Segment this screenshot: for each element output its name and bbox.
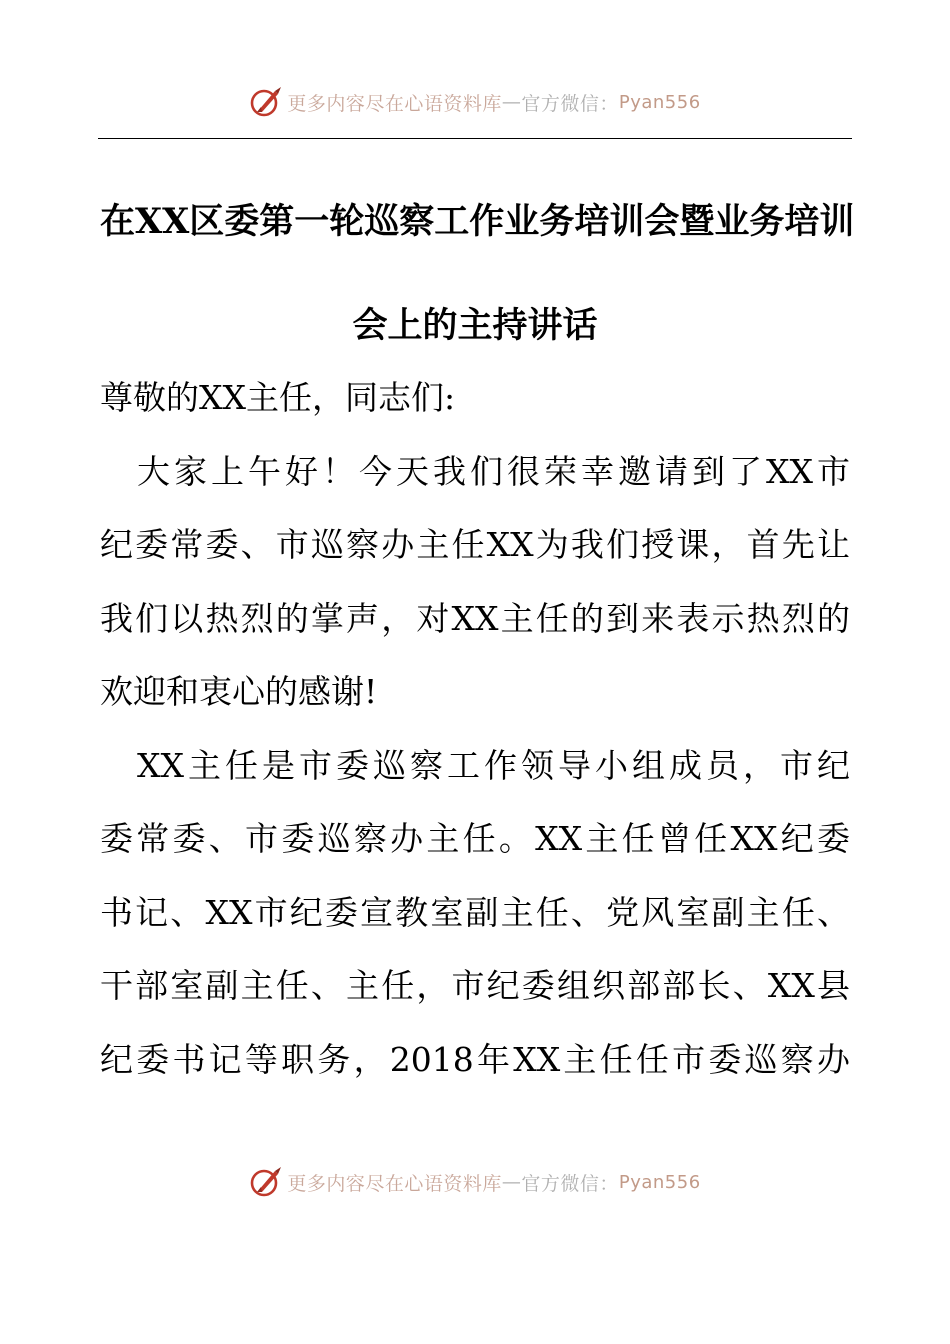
quill-pen-logo-icon: [249, 85, 283, 119]
quill-pen-logo-icon: [249, 1165, 283, 1199]
body-line: 我们以热烈的掌声，对XX主任的到来表示热烈的: [100, 598, 850, 638]
watermark-wechat-id: Pyan556: [618, 91, 701, 113]
body-line: 纪委常委、市巡察办主任XX为我们授课，首先让: [100, 525, 850, 564]
body-line: 纪委书记等职务，2018年XX主任任市委巡察办: [100, 1039, 850, 1079]
header-divider: [98, 138, 852, 139]
salutation-line: 尊敬的XX主任，同志们:: [100, 378, 456, 417]
title-line: 会上的主持讲话: [352, 305, 598, 346]
body-line: 干部室副主任、主任，市纪委组织部部长、XX县: [100, 966, 850, 1005]
watermark-label: 官方微信：: [521, 92, 619, 115]
watermark-separator: —: [501, 91, 522, 113]
body-line: XX主任是市委巡察工作领导小组成员，市纪: [100, 745, 850, 785]
watermark-label: 官方微信：: [521, 1172, 619, 1195]
body-line: 大家上午好！今天我们很荣幸邀请到了XX市: [100, 451, 850, 491]
body-line: 书记、XX市纪委宣教室副主任、党风室副主任、: [100, 892, 850, 932]
watermark-wechat-id: Pyan556: [618, 1171, 701, 1193]
body-line: 欢迎和衷心的感谢!: [100, 672, 378, 711]
header-watermark: [0, 82, 950, 122]
footer-watermark: [0, 1162, 950, 1202]
watermark-text: 更多内容尽在心语资料库: [287, 92, 502, 115]
watermark-separator: —: [501, 1171, 522, 1193]
title-line: 在XX区委第一轮巡察工作业务培训会暨业务培训: [100, 201, 855, 242]
body-line: 委常委、市委巡察办主任。XX主任曾任XX纪委: [100, 819, 850, 858]
document-title: [100, 170, 855, 378]
watermark-text: 更多内容尽在心语资料库: [287, 1172, 502, 1195]
document-body: [100, 361, 850, 1096]
